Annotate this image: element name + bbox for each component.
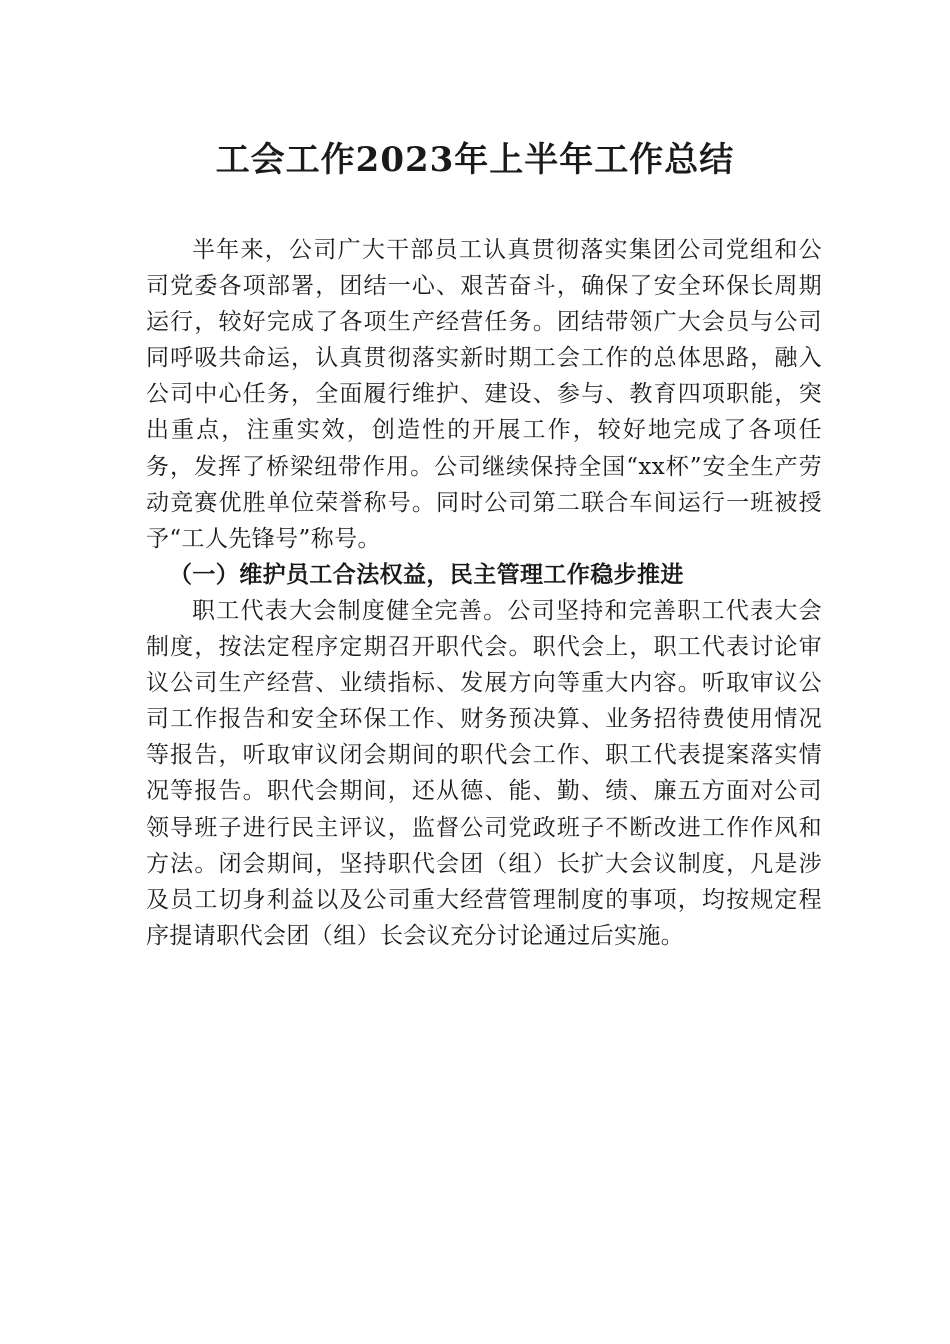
intro-paragraph: 半年来，公司广大干部员工认真贯彻落实集团公司党组和公司党委各项部署，团结一心、艰苦奋斗，确保了安全环保长周期运行，较好完成了各项生产经营任务。团结带领广大会员与公司同呼吸共命运，认真贯彻落实新时期工会工作的总体思路，融入公司中心任务，全面履行维护、建设、参与、教育四项职能，突出重点，注重实效，创造性的开展工作，较好地完成了各项任务，发挥了桥梁纽带作用。公司继续保持全国“xx杯”安全生产劳动竞赛优胜单位荣誉称号。同时公司第二联合车间运行一班被授予“工人先锋号”称号。: [146, 237, 822, 552]
document-title: 工会工作2023年上半年工作总结: [215, 140, 735, 180]
section-1-paragraph: 职工代表大会制度健全完善。公司坚持和完善职工代表大会制度，按法定程序定期召开职代会。职代会上，职工代表讨论审议公司生产经营、业绩指标、发展方向等重大内容。听取审议公司工作报告和安全环保工作、财务预决算、业务招待费使用情况等报告，听取审议闭会期间的职代会工作、职工代表提案落实情况等报告。职代会期间，还从德、能、勤、绩、廉五方面对公司领导班子进行民主评议，监督公司党政班子不断改进工作作风和方法。闭会期间，坚持职代会团（组）长扩大会议制度，凡是涉及员工切身利益以及公司重大经营管理制度的事项，均按规定程序提请职代会团（组）长会议充分讨论通过后实施。: [146, 597, 822, 949]
section-heading-1: （一）维护员工合法权益，民主管理工作稳步推进: [169, 560, 684, 588]
document-body: [146, 232, 822, 954]
